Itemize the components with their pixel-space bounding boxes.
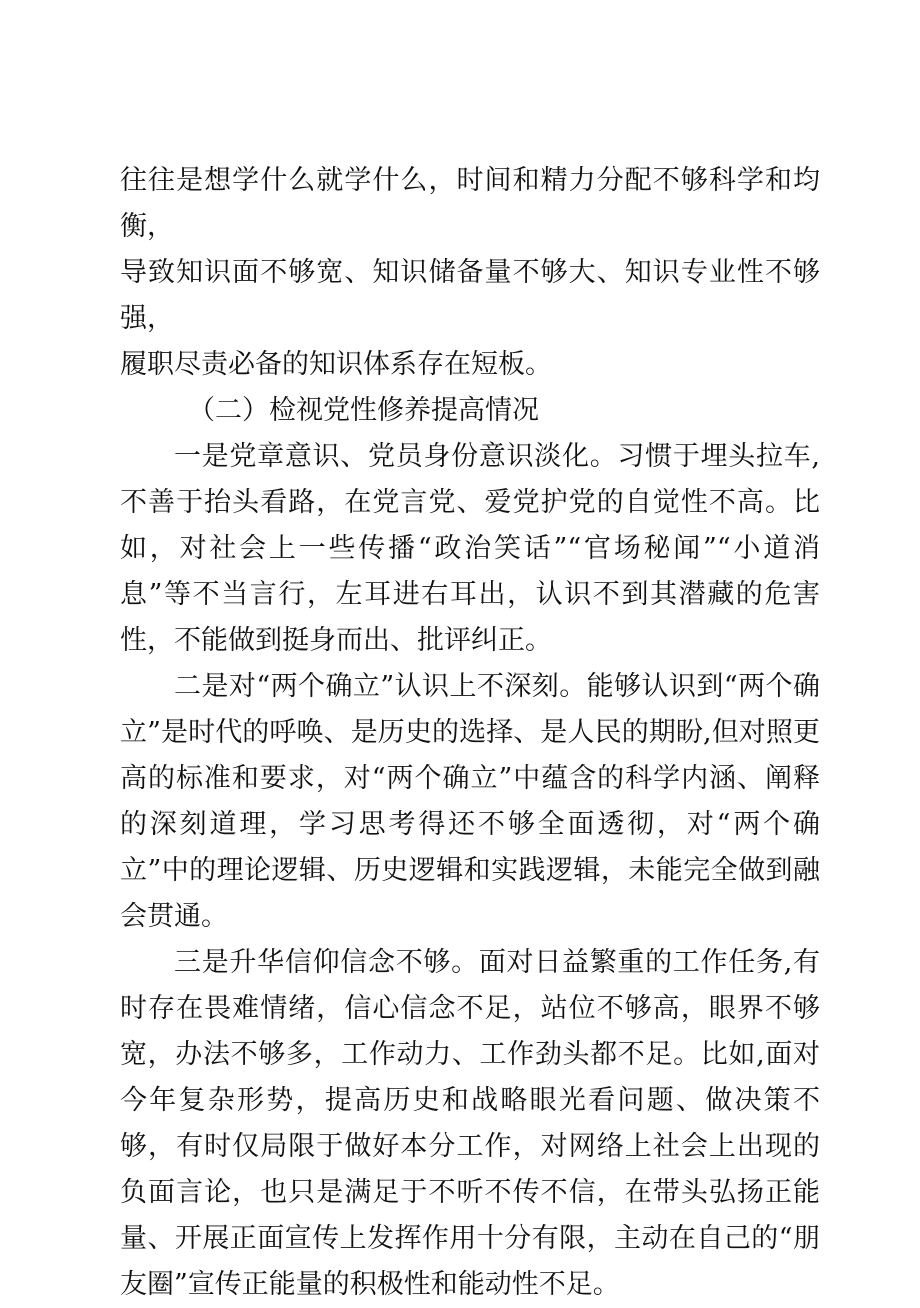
text-line: 导致知识面不够宽、知识储备量不够大、知识专业性不够强， xyxy=(120,257,820,334)
paragraph-two-establishments: 二是对“两个确立”认识上不深刻。能够认识到“两个确立”是时代的呼唤、是历史的选择、是人民的期盼,但对照更高的标准和要求，对“两个确立”中蕴含的科学内涵、阐释的深刻道理，学习思考得还不够全面透彻，对“两个确立”中的理论逻辑、历史逻辑和实践逻辑，未能完全做到融会贯通。 xyxy=(120,671,820,932)
section-subheading: （二）检视党性修养提高情况 xyxy=(188,395,539,426)
text-line: 履职尽责必备的知识体系存在短板。 xyxy=(120,349,552,380)
document-page xyxy=(120,158,820,1308)
paragraph-continuation xyxy=(120,158,820,388)
paragraph-party-constitution: 一是党章意识、党员身份意识淡化。习惯于埋头拉车,不善于抬头看路，在党言党、爱党护党的自觉性不高。比如，对社会上一些传播“政治笑话”“官场秘闻”“小道消息”等不当言行，左耳进右耳出，认识不到其潜藏的危害性，不能做到挺身而出、批评纠正。 xyxy=(120,441,820,656)
paragraph-faith-belief: 三是升华信仰信念不够。面对日益繁重的工作任务,有时存在畏难情绪，信心信念不足，站位不够高，眼界不够宽，办法不够多，工作动力、工作劲头都不足。比如,面对今年复杂形势，提高历史和战略眼光看问题、做决策不够，有时仅局限于做好本分工作，对网络上社会上出现的负面言论，也只是满足于不听不传不信，在带头弘扬正能量、开展正面宣传上发挥作用十分有限，主动在自己的“朋友圈”宣传正能量的积极性和能动性不足。 xyxy=(120,947,820,1300)
text-line: 往往是想学什么就学什么，时间和精力分配不够科学和均衡， xyxy=(120,165,820,242)
